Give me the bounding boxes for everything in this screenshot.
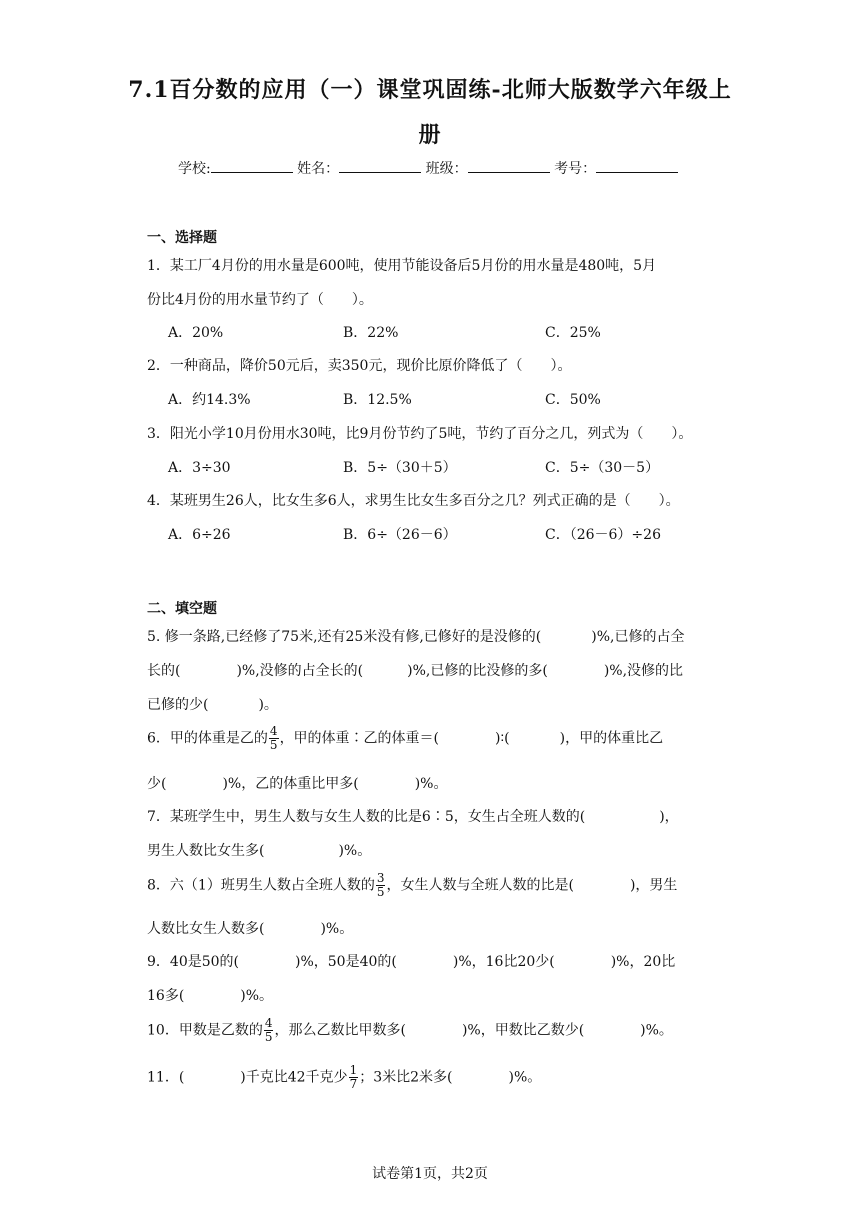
exam-number-blank[interactable] [596, 158, 678, 173]
question-11-line-1 [147, 1064, 541, 1091]
page-title-continued: 册 [418, 122, 442, 148]
text: )。 [258, 697, 278, 713]
fraction-denominator: 5 [376, 885, 385, 899]
text: 5. 修一条路,已经修了75米,还有25米没有修,已修好的是没修的( [147, 629, 542, 645]
text: )，甲的体重比乙 [559, 730, 664, 747]
question-9-line-1 [147, 951, 675, 971]
question-8-line-2 [147, 918, 353, 938]
text: ，甲的体重∶乙的体重＝( [279, 730, 440, 747]
text: 6．甲的体重是乙的 [147, 730, 268, 747]
text: ；3米比2米多( [359, 1069, 453, 1086]
question-7-line-1 [147, 806, 679, 826]
question-7-line-2 [147, 840, 371, 860]
text: )%。 [640, 1022, 673, 1039]
text: )%,已修的占全 [591, 629, 685, 645]
question-3-line-1: 3．阳光小学10月份用水30吨，比9月份节约了5吨，节约了百分之几，列式为（ ）。 [147, 426, 693, 442]
question-9-line-2 [147, 985, 273, 1005]
text: )%,已修的比没修的多( [407, 663, 548, 679]
question-4-option-c[interactable]: C．（26－6）÷26 [545, 527, 661, 543]
section-heading-fill-in: 二、填空题 [147, 601, 217, 617]
text: )千克比42千克少 [240, 1069, 348, 1086]
class-label: 班级： [425, 161, 468, 177]
fraction-denominator: 5 [269, 738, 278, 752]
question-4-line-1: 4．某班男生26人，比女生多6人，求男生比女生多百分之几？列式正确的是（ ）。 [147, 493, 680, 509]
fraction [349, 1064, 359, 1091]
exam-number-label: 考号： [554, 161, 597, 177]
fraction [376, 872, 386, 899]
fraction-numerator: 1 [349, 1063, 358, 1077]
question-1-option-c[interactable]: C．25% [545, 325, 601, 341]
question-2-option-c[interactable]: C．50% [545, 392, 601, 408]
question-1-option-a[interactable]: A．20% [168, 325, 224, 341]
question-3-option-c[interactable]: C．5÷（30－5） [545, 460, 660, 476]
question-1-line-1: 1．某工厂4月份的用水量是600吨，使用节能设备后5月份的用水量是480吨，5月 [147, 258, 657, 274]
text: )%，50是40的( [295, 954, 397, 970]
question-2-option-a[interactable]: A．约14.3% [168, 392, 251, 408]
class-blank[interactable] [468, 158, 550, 173]
section-heading-choice: 一、选择题 [147, 230, 217, 246]
text: 16多( [147, 988, 185, 1004]
question-5-line-2 [147, 660, 683, 680]
fraction-numerator: 4 [269, 724, 278, 738]
text: )%，20比 [610, 954, 676, 970]
text: )%。 [508, 1069, 542, 1086]
text: ，女生人数与全班人数的比是( [386, 877, 574, 894]
name-label: 姓名： [297, 161, 340, 177]
text: )，男生 [629, 877, 678, 894]
page-footer: 试卷第1页，共2页 [372, 1166, 488, 1182]
question-3-option-b[interactable]: B．5÷（30＋5） [343, 460, 457, 476]
text: )∶( [495, 730, 510, 747]
fraction [269, 725, 279, 752]
question-2-line-1: 2．一种商品，降价50元后，卖350元，现价比原价降低了（ ）。 [147, 358, 572, 374]
text: )%,没修的比 [603, 663, 684, 679]
text: 10．甲数是乙数的 [147, 1022, 263, 1039]
text: )%,没修的占全长的( [236, 663, 364, 679]
text: 少( [147, 776, 167, 792]
text: )%。 [338, 843, 372, 859]
text: )%。 [240, 988, 274, 1004]
text: )%。 [320, 921, 354, 937]
fraction-numerator: 3 [376, 871, 385, 885]
text: )%，乙的体重比甲多( [222, 776, 359, 792]
fraction-denominator: 5 [264, 1030, 273, 1044]
question-2-option-b[interactable]: B．12.5% [343, 392, 412, 408]
fraction-denominator: 7 [349, 1077, 358, 1091]
question-3-option-a[interactable]: A．3÷30 [168, 460, 231, 476]
text: ，那么乙数比甲数多( [274, 1022, 406, 1039]
question-6-line-1 [147, 725, 663, 752]
question-4-option-a[interactable]: A．6÷26 [168, 527, 231, 543]
question-6-line-2 [147, 773, 447, 793]
text: )%。 [414, 776, 448, 792]
text: )%，16比20少( [452, 954, 555, 970]
text: )%，甲数比乙数少( [461, 1022, 585, 1039]
school-label: 学校: [178, 161, 211, 177]
student-info-row [178, 158, 678, 178]
text: 7．某班学生中，男生人数与女生人数的比是6∶5，女生占全班人数的( [147, 809, 586, 825]
text: 人数比女生人数多( [147, 921, 265, 937]
name-blank[interactable] [339, 158, 421, 173]
fraction-numerator: 4 [264, 1016, 273, 1030]
question-8-line-1 [147, 872, 677, 899]
question-5-line-3 [147, 694, 278, 714]
text: 男生人数比女生多( [147, 843, 265, 859]
text: 长的( [147, 663, 181, 679]
text: 已修的少( [147, 697, 209, 713]
page-title: 7.1百分数的应用（一）课堂巩固练-北师大版数学六年级上 [128, 77, 732, 103]
text: 8．六（1）班男生人数占全班人数的 [147, 877, 375, 894]
fraction [264, 1017, 274, 1044]
text: )， [659, 809, 679, 825]
question-1-option-b[interactable]: B．22% [343, 325, 399, 341]
text: 11．( [147, 1069, 185, 1086]
text: 9．40是50的( [147, 954, 239, 970]
question-4-option-b[interactable]: B．6÷（26－6） [343, 527, 457, 543]
question-1-line-2: 份比4月份的用水量节约了（ ）。 [147, 292, 373, 308]
school-blank[interactable] [211, 158, 293, 173]
question-5-line-1 [147, 626, 684, 646]
question-10-line-1 [147, 1017, 673, 1044]
